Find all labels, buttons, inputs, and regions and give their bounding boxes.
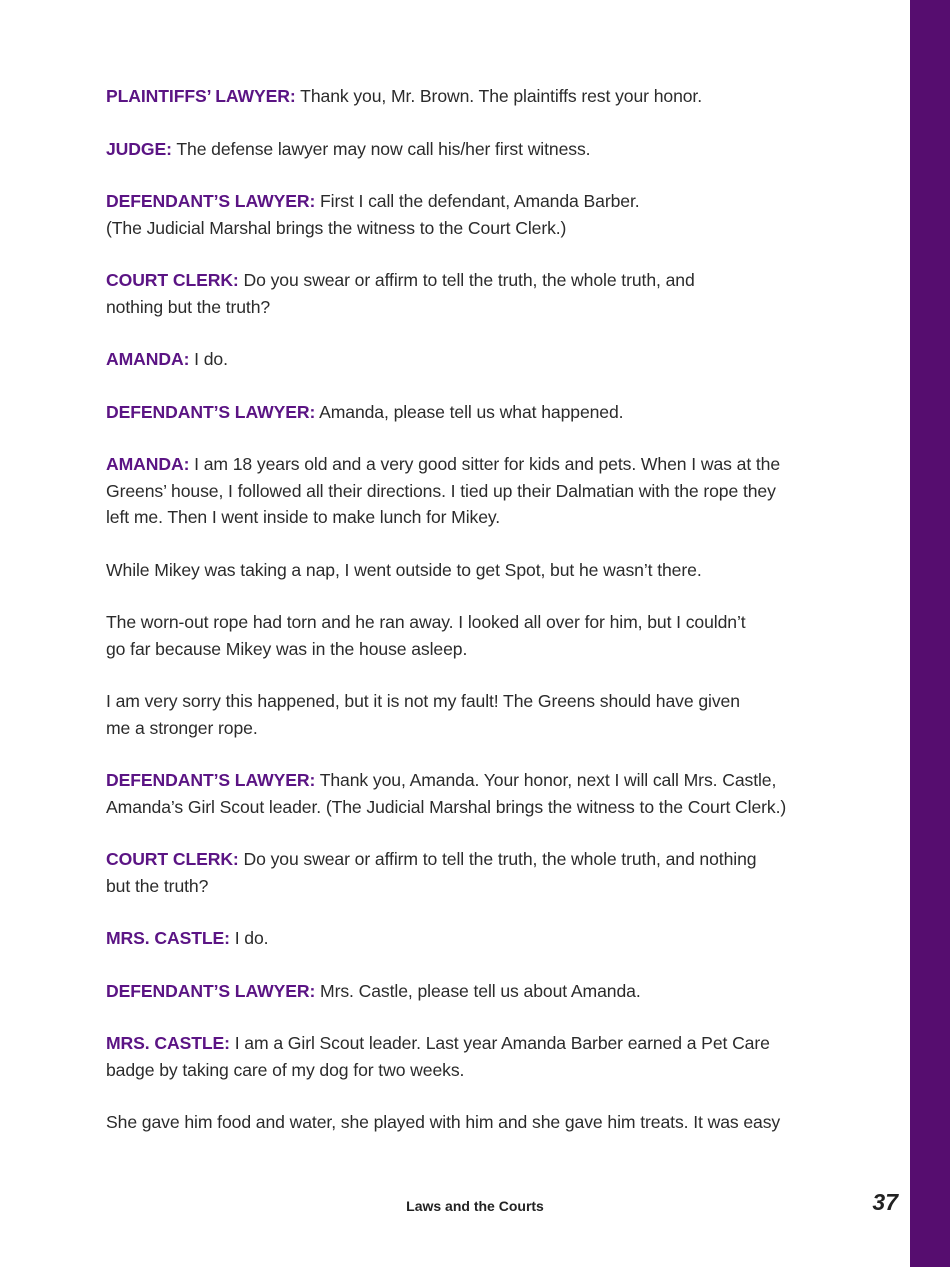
dialogue-line: I am very sorry this happened, but it is not my fault! The Greens should have given — [106, 691, 740, 711]
dialogue-paragraph — [106, 846, 858, 899]
dialogue-line: Amanda’s Girl Scout leader. (The Judicial Marshal brings the witness to the Court Clerk.) — [106, 796, 787, 817]
speaker-label: COURT CLERK: — [106, 270, 239, 290]
dialogue-paragraph — [106, 557, 858, 584]
dialogue-line: badge by taking care of my dog for two weeks. — [106, 1059, 465, 1080]
speaker-label: PLAINTIFFS’ LAWYER: — [106, 86, 296, 106]
dialogue-paragraph — [106, 767, 858, 820]
dialogue-paragraph — [106, 136, 858, 163]
dialogue-line: While Mikey was taking a nap, I went outside to get Spot, but he wasn’t there. — [106, 559, 702, 580]
dialogue-line — [106, 767, 858, 794]
dialogue-paragraph — [106, 1030, 858, 1083]
dialogue-text: Amanda, please tell us what happened. — [319, 401, 624, 422]
dialogue-text: Thank you, Mr. Brown. The plaintiffs rest your honor. — [300, 86, 703, 106]
dialogue-line: but the truth? — [106, 875, 209, 896]
speaker-label: AMANDA: — [106, 454, 190, 474]
speaker-label: AMANDA: — [106, 349, 190, 369]
dialogue-line: me a stronger rope. — [106, 717, 258, 738]
dialogue-paragraph — [106, 925, 858, 952]
dialogue-text: I do. — [234, 928, 269, 948]
dialogue-line: Greens’ house, I followed all their directions. I tied up their Dalmatian with the rope they — [106, 480, 776, 501]
dialogue-text: I am a Girl Scout leader. Last year Amanda Barber earned a Pet Care — [234, 1033, 770, 1053]
dialogue-text: The defense lawyer may now call his/her first witness. — [176, 138, 591, 159]
dialogue-line: go far because Mikey was in the house asleep. — [106, 638, 468, 659]
dialogue-line — [106, 1030, 858, 1057]
dialogue-line — [106, 846, 858, 873]
dialogue-paragraph — [106, 451, 858, 531]
dialogue-paragraph — [106, 688, 858, 741]
speaker-label: DEFENDANT’S LAWYER: — [106, 980, 316, 1001]
speaker-label: MRS. CASTLE: — [106, 1033, 230, 1053]
dialogue-paragraph — [106, 1109, 858, 1136]
dialogue-line — [106, 267, 858, 294]
dialogue-text: Thank you, Amanda. Your honor, next I will call Mrs. Castle, — [319, 770, 777, 790]
dialogue-line: The worn-out rope had torn and he ran away. I looked all over for him, but I couldn’t — [106, 612, 746, 632]
dialogue-text: I do. — [194, 349, 228, 369]
speaker-label: COURT CLERK: — [106, 849, 239, 869]
dialogue-text: Do you swear or affirm to tell the truth, the whole truth, and — [243, 270, 695, 290]
speaker-label: JUDGE: — [106, 138, 172, 159]
page-number: 37 — [872, 1189, 898, 1215]
purple-side-bar — [910, 0, 950, 1267]
dialogue-paragraph — [106, 267, 858, 320]
dialogue-line — [106, 188, 858, 215]
dialogue-paragraph — [106, 83, 858, 110]
dialogue-paragraph — [106, 346, 858, 373]
dialogue-script — [106, 83, 858, 1162]
dialogue-paragraph — [106, 188, 858, 241]
speaker-label: DEFENDANT’S LAWYER: — [106, 401, 316, 422]
dialogue-text: Do you swear or affirm to tell the truth, the whole truth, and nothing — [243, 849, 757, 869]
dialogue-line: nothing but the truth? — [106, 296, 271, 317]
dialogue-paragraph — [106, 399, 858, 426]
speaker-label: DEFENDANT’S LAWYER: — [106, 191, 316, 211]
dialogue-text: I am 18 years old and a very good sitter for kids and pets. When I was at the — [194, 454, 781, 474]
dialogue-line — [106, 451, 858, 478]
speaker-label: MRS. CASTLE: — [106, 928, 230, 948]
dialogue-line: left me. Then I went inside to make lunch for Mikey. — [106, 507, 501, 527]
dialogue-line: She gave him food and water, she played with him and she gave him treats. It was easy — [106, 1112, 781, 1132]
dialogue-line: (The Judicial Marshal brings the witness to the Court Clerk.) — [106, 217, 567, 238]
footer-title: Laws and the Courts — [406, 1198, 544, 1214]
dialogue-paragraph — [106, 609, 858, 662]
dialogue-text: Mrs. Castle, please tell us about Amanda. — [320, 980, 641, 1001]
dialogue-text: First I call the defendant, Amanda Barber. — [320, 191, 640, 211]
dialogue-paragraph — [106, 978, 858, 1005]
speaker-label: DEFENDANT’S LAWYER: — [106, 770, 316, 790]
